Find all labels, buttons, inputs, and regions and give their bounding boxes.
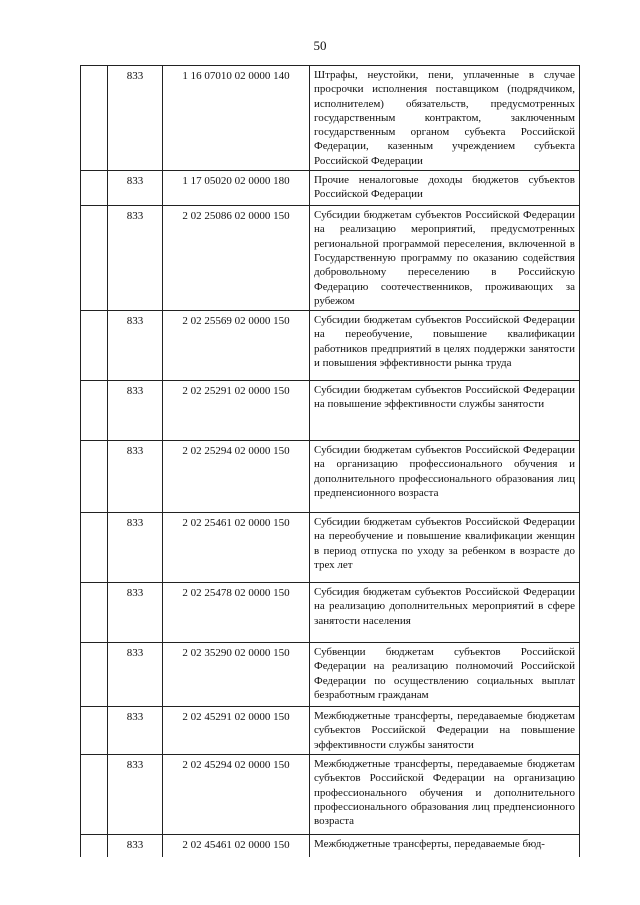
- empty-cell: [81, 755, 108, 835]
- table-row: [81, 643, 580, 707]
- revenue-name-cell: Субсидии бюджетам субъектов Российской Федерации на реализацию мероприятий, предусмотренных региональной программой переселения, включенной в Государственную программу по оказанию содействия добровольному переселению в Российскую Федерацию соотечественников, проживающих за рубежом: [310, 206, 580, 311]
- admin-code-cell: 833: [108, 755, 163, 835]
- page-number: 50: [313, 38, 327, 53]
- revenue-name-cell: Субвенции бюджетам субъектов Российской Федерации на реализацию полномочий Российской Федерации по осуществлению социальных выплат безработным гражданам: [310, 643, 580, 707]
- revenue-name-cell: Субсидии бюджетам субъектов Российской Федерации на переобучение и повышение квалификации женщин в период отпуска по уходу за ребенком в возрасте до трех лет: [310, 513, 580, 583]
- revenue-name-cell: Субсидии бюджетам субъектов Российской Федерации на повышение эффективности службы занятости: [310, 381, 580, 441]
- admin-code-cell: 833: [108, 171, 163, 206]
- table-row: [81, 311, 580, 381]
- kbk-code-cell: 1 16 07010 02 0000 140: [163, 66, 310, 171]
- revenue-name-cell: Штрафы, неустойки, пени, уплаченные в случае просрочки исполнения поставщиком (подрядчиком, исполнителем) обязательств, предусмотренных государственным контрактом, заключенным государственным органом субъекта Российской Федерации, казенным учреждением субъекта Российской Федерации: [310, 66, 580, 171]
- revenue-name-cell: Межбюджетные трансферты, передаваемые бюджетам субъектов Российской Федерации на организацию профессионального обучения и дополнительного профессионального образования лиц предпенсионного возраста: [310, 755, 580, 835]
- table-row: [81, 755, 580, 835]
- table-row: [81, 835, 580, 857]
- kbk-code-cell: 2 02 25478 02 0000 150: [163, 583, 310, 643]
- kbk-code-cell: 2 02 25294 02 0000 150: [163, 441, 310, 513]
- empty-cell: [81, 583, 108, 643]
- empty-cell: [81, 643, 108, 707]
- table-row: [81, 206, 580, 311]
- admin-code-cell: 833: [108, 381, 163, 441]
- kbk-code-cell: 1 17 05020 02 0000 180: [163, 171, 310, 206]
- empty-cell: [81, 835, 108, 857]
- empty-cell: [81, 441, 108, 513]
- revenue-name-cell: Межбюджетные трансферты, передаваемые бюд-: [310, 835, 580, 857]
- table-row: [81, 441, 580, 513]
- empty-cell: [81, 707, 108, 755]
- revenue-name-cell: Субсидии бюджетам субъектов Российской Федерации на переобучение, повышение квалификации работников предприятий в целях поддержки занятости и повышения эффективности рынка труда: [310, 311, 580, 381]
- revenue-name-cell: Прочие неналоговые доходы бюджетов субъектов Российской Федерации: [310, 171, 580, 206]
- revenue-name-cell: Субсидии бюджетам субъектов Российской Федерации на организацию профессионального обучения и дополнительного профессионального образования лиц предпенсионного возраста: [310, 441, 580, 513]
- kbk-code-cell: 2 02 45461 02 0000 150: [163, 835, 310, 857]
- admin-code-cell: 833: [108, 66, 163, 171]
- kbk-code-cell: 2 02 45294 02 0000 150: [163, 755, 310, 835]
- budget-revenue-table: [80, 65, 580, 857]
- revenue-name-cell: Субсидия бюджетам субъектов Российской Федерации на реализацию дополнительных мероприятий в сфере занятости населения: [310, 583, 580, 643]
- kbk-code-cell: 2 02 25291 02 0000 150: [163, 381, 310, 441]
- admin-code-cell: 833: [108, 643, 163, 707]
- kbk-code-cell: 2 02 25569 02 0000 150: [163, 311, 310, 381]
- table-row: [81, 583, 580, 643]
- admin-code-cell: 833: [108, 513, 163, 583]
- admin-code-cell: 833: [108, 311, 163, 381]
- revenue-name-cell: Межбюджетные трансферты, передаваемые бюджетам субъектов Российской Федерации на повышение эффективности службы занятости: [310, 707, 580, 755]
- empty-cell: [81, 171, 108, 206]
- admin-code-cell: 833: [108, 707, 163, 755]
- empty-cell: [81, 66, 108, 171]
- admin-code-cell: 833: [108, 583, 163, 643]
- empty-cell: [81, 513, 108, 583]
- table-row: [81, 707, 580, 755]
- kbk-code-cell: 2 02 25086 02 0000 150: [163, 206, 310, 311]
- table-row: [81, 381, 580, 441]
- table-row: [81, 66, 580, 171]
- kbk-code-cell: 2 02 45291 02 0000 150: [163, 707, 310, 755]
- empty-cell: [81, 381, 108, 441]
- table-row: [81, 171, 580, 206]
- table-row: [81, 513, 580, 583]
- admin-code-cell: 833: [108, 835, 163, 857]
- empty-cell: [81, 311, 108, 381]
- admin-code-cell: 833: [108, 206, 163, 311]
- kbk-code-cell: 2 02 35290 02 0000 150: [163, 643, 310, 707]
- empty-cell: [81, 206, 108, 311]
- kbk-code-cell: 2 02 25461 02 0000 150: [163, 513, 310, 583]
- admin-code-cell: 833: [108, 441, 163, 513]
